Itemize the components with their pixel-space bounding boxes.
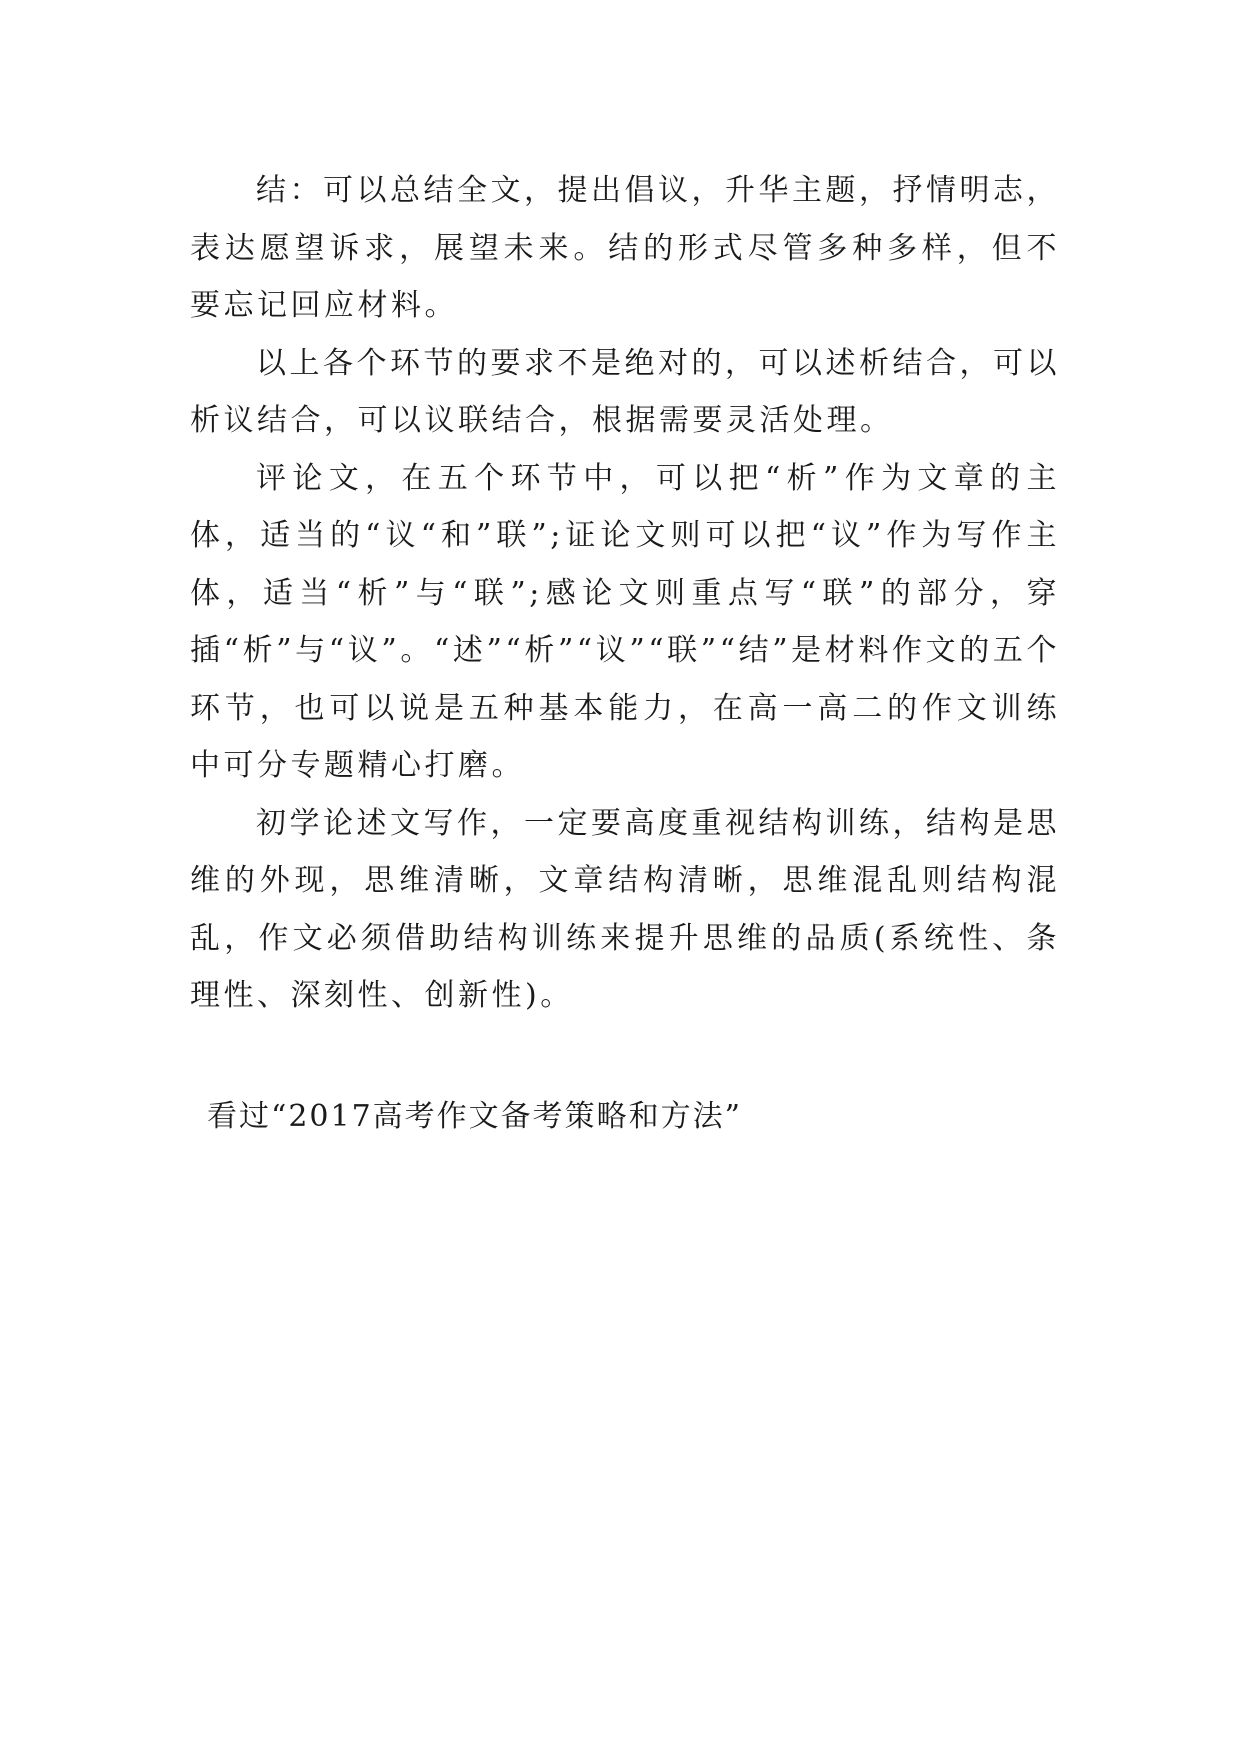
related-article-note: 看过“2017高考作文备考策略和方法” — [207, 1099, 743, 1134]
paragraph-structure-training: 初学论述文写作，一定要高度重视结构训练，结构是思维的外现，思维清晰，文章结构清晰，思维混乱则结构混乱，作文必须借助结构训练来提升思维的品质(系统性、条理性、深刻性、创新性)。 — [190, 805, 1060, 1013]
paragraph-essay-types: 评论文，在五个环节中，可以把“析”作为文章的主体，适当的“议“和”联”;证论文则可以把“议”作为写作主体，适当“析”与“联”;感论文则重点写“联”的部分，穿插“析”与“议”。“述”“析”“议”“联”“结”是材料作文的五个环节，也可以说是五种基本能力，在高一高二的作文训练中可分专题精心打磨。 — [190, 460, 1060, 783]
paragraph-conclusion: 结：可以总结全文，提出倡议，升华主题，抒情明志，表达愿望诉求，展望未来。结的形式尽管多种多样，但不要忘记回应材料。 — [190, 173, 1060, 323]
paragraph-flexibility: 以上各个环节的要求不是绝对的，可以述析结合，可以析议结合，可以议联结合，根据需要灵活处理。 — [190, 345, 1060, 438]
document-body — [190, 162, 1060, 1025]
